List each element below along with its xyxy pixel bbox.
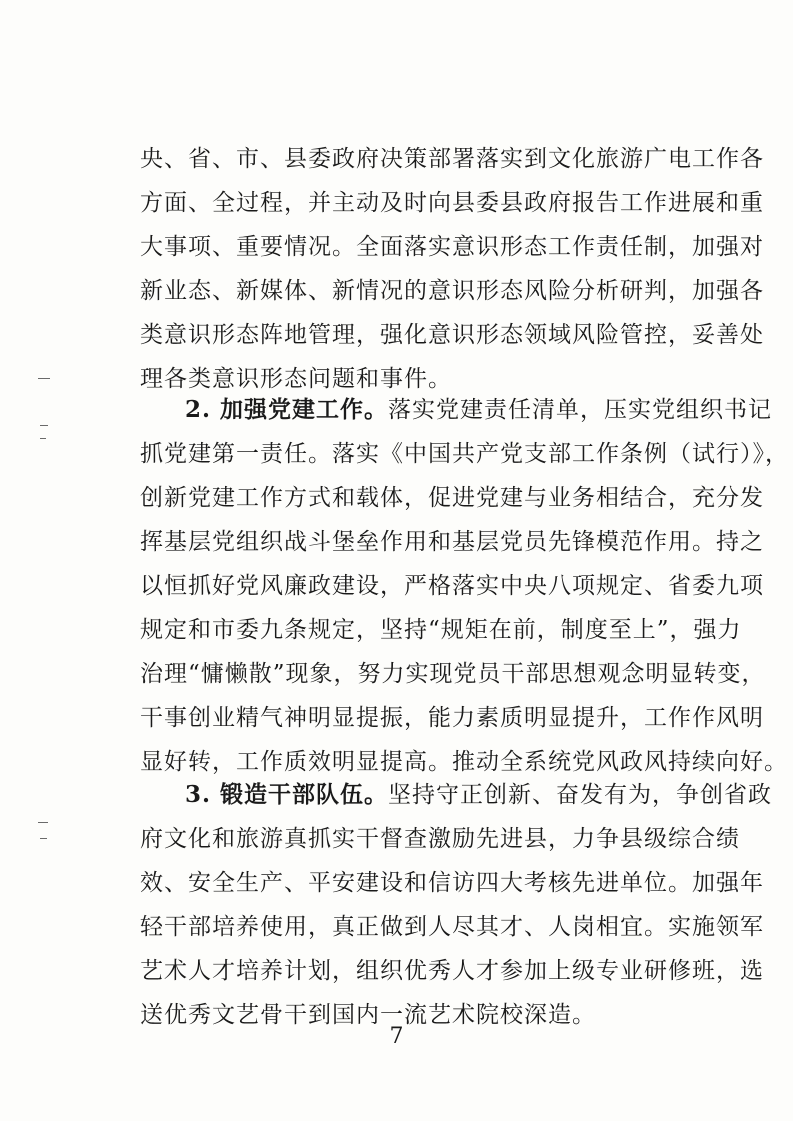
text-line: 府文化和旅游真抓实干督查激励先进县，力争县级综合绩 (140, 826, 740, 852)
text-line: 效、安全生产、平安建设和信访四大考核先进单位。加强年 (140, 870, 764, 896)
text-line: 大事项、重要情况。全面落实意识形态工作责任制，加强对 (140, 234, 764, 260)
text-line: 送优秀文艺骨干到国内一流艺术院校深造。 (140, 1002, 596, 1028)
margin-mark (40, 438, 46, 439)
text-line: 创新党建工作方式和载体，促进党建与业务相结合，充分发 (140, 485, 764, 511)
text-line: 挥基层党组织战斗堡垒作用和基层党员先锋模范作用。持之 (140, 529, 764, 555)
text-line: 新业态、新媒体、新情况的意识形态风险分析研判，加强各 (140, 278, 764, 304)
margin-mark (38, 378, 50, 379)
text-line: 轻干部培养使用，真正做到人尽其才、人岗相宜。实施领军 (140, 914, 764, 940)
text-line: 治理“慵懒散”现象，努力实现党员干部思想观念明显转变， (140, 661, 766, 687)
text-line: 显好转，工作质效明显提高。推动全系统党风政风持续向好。 (140, 749, 788, 775)
page-number: 7 (389, 1024, 404, 1049)
section-3-first-line (185, 777, 773, 813)
text-line: 抓党建第一责任。落实《中国共产党支部工作条例（试行）》， (140, 441, 789, 467)
margin-mark (38, 822, 48, 823)
section-3-first-line-text: 坚持守正创新、奋发有为，争创省政 (388, 782, 773, 808)
text-line: 以恒抓好党风廉政建设，严格落实中央八项规定、省委九项 (140, 573, 764, 599)
text-line: 理各类意识形态问题和事件。 (140, 366, 452, 392)
section-2-first-line-text: 落实党建责任清单，压实党组织书记 (388, 397, 773, 423)
section-2-first-line (185, 392, 773, 428)
text-line: 方面、全过程，并主动及时向县委县政府报告工作进展和重 (140, 190, 764, 216)
text-line: 干事创业精气神明显提振，能力素质明显提升，工作作风明 (140, 705, 764, 731)
margin-mark (40, 838, 47, 839)
margin-mark (40, 425, 48, 426)
text-line: 规定和市委九条规定，坚持“规矩在前，制度至上”，强力 (140, 617, 742, 643)
text-line: 艺术人才培养计划，组织优秀人才参加上级专业研修班，选 (140, 958, 764, 984)
section-2-heading: 2. 加强党建工作。 (185, 396, 389, 423)
text-line: 类意识形态阵地管理，强化意识形态领域风险管控，妥善处 (140, 322, 764, 348)
section-3-heading: 3. 锻造干部队伍。 (185, 781, 389, 808)
text-line: 央、省、市、县委政府决策部署落实到文化旅游广电工作各 (140, 146, 764, 172)
